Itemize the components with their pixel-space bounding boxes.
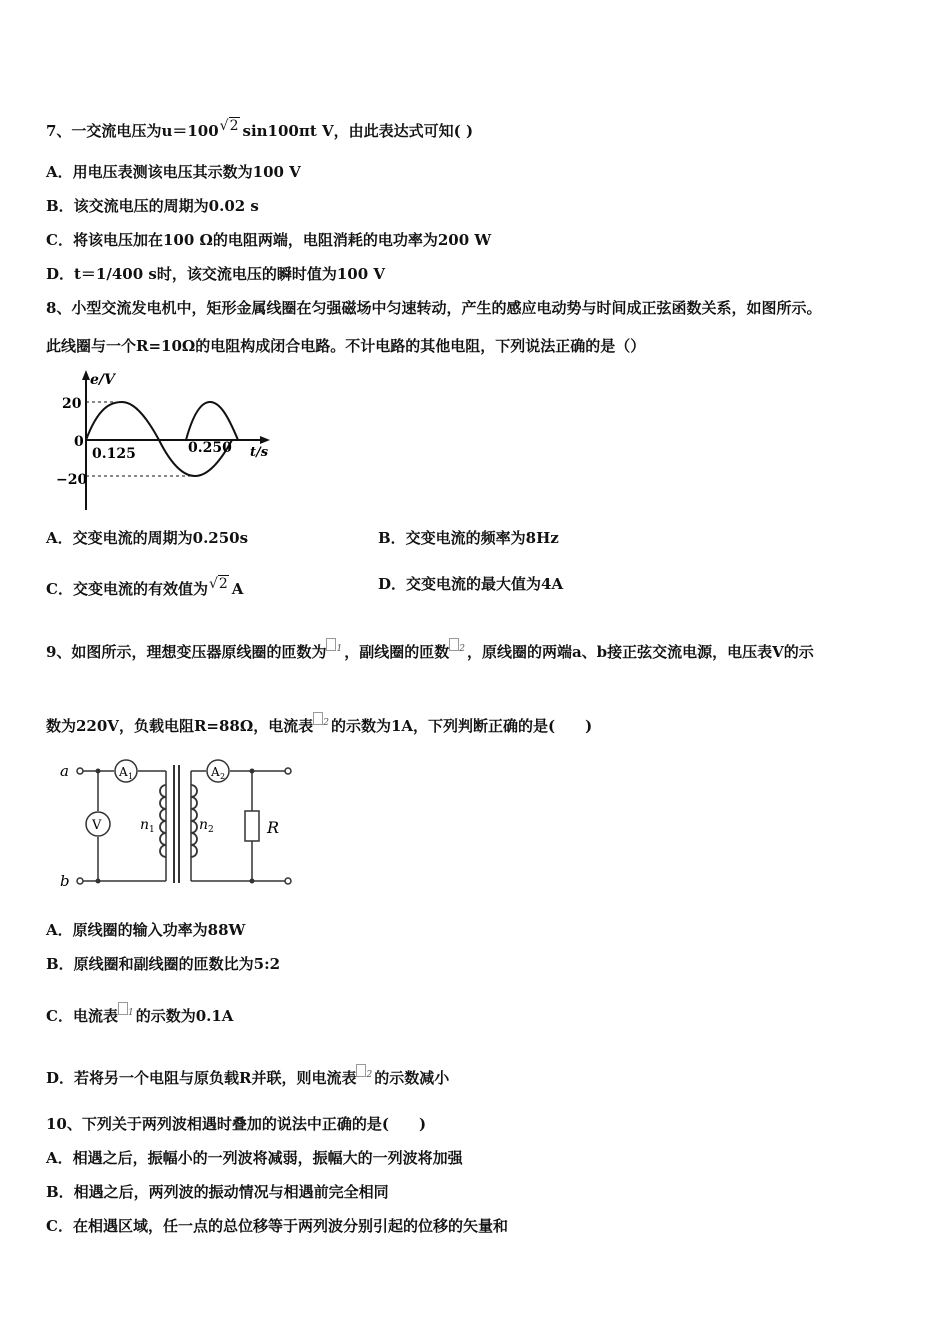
q9-option-c-pre: C．电流表 <box>46 1007 118 1025</box>
q9-stem-part-b: ，副线圈的匝数 <box>344 643 450 661</box>
n1-index: 1 <box>149 825 155 835</box>
y-min-label: −20 <box>56 472 88 488</box>
q10-option-c: C．在相遇区域，任一点的总位移等于两列波分别引起的位移的矢量和 <box>46 1217 508 1235</box>
q9-option-b: B．原线圈和副线圈的匝数比为5:2 <box>46 955 281 973</box>
y-axis-arrow <box>82 370 90 380</box>
q8-option-c <box>46 574 243 599</box>
emf-time-graph <box>52 368 277 513</box>
junction-dot <box>96 879 101 884</box>
missing-glyph-box <box>356 1064 366 1077</box>
q7-stem-post: sin100πt V，由此表达式可知( ) <box>242 122 474 140</box>
ammeter2-label: A <box>211 765 220 779</box>
missing-glyph-box <box>449 638 459 651</box>
q7-option-c: C．将该电压加在100 Ω的电阻两端，电阻消耗的电功率为200 W <box>46 231 492 249</box>
junction-dot <box>250 769 255 774</box>
sqrt-radicand: 2 <box>229 118 239 134</box>
q9-option-a: A．原线圈的输入功率为88W <box>46 921 246 939</box>
q8-stem-line2: 此线圈与一个R=10Ω的电阻构成闭合电路。不计电路的其他电阻，下列说法正确的是（） <box>46 337 646 355</box>
q9-option-d <box>46 1064 449 1088</box>
x-tick2-label: 0.250 <box>188 440 232 456</box>
missing-glyph-box <box>326 638 336 651</box>
ammeter1-label: A <box>119 765 128 779</box>
q8-option-d: D．交变电流的最大值为4A <box>378 575 564 593</box>
q9-stem-part-e: 的示数为1A，下列判断正确的是( ) <box>330 717 593 735</box>
q8-option-a: A．交变电流的周期为0.250s <box>46 529 249 547</box>
output-terminal-bottom <box>285 878 291 884</box>
x-axis-label: t/s <box>250 445 269 460</box>
n2-subscript: 2 <box>459 644 465 654</box>
terminal-b-dot <box>77 878 83 884</box>
q9-option-d-post: 的示数减小 <box>374 1069 450 1087</box>
q9-stem-part-c: ，原线圈的两端a、b接正弦交流电源，电压表V的示 <box>466 643 814 661</box>
terminal-a-dot <box>77 768 83 774</box>
q10-stem: 10、下列关于两列波相遇时叠加的说法中正确的是( ) <box>46 1115 427 1133</box>
x-axis-arrow <box>260 436 270 444</box>
transformer-circuit <box>56 755 301 895</box>
n1-subscript: 1 <box>336 644 343 654</box>
junction-dot <box>96 769 101 774</box>
sqrt-symbol: √2 <box>219 118 239 134</box>
junction-dot <box>250 879 255 884</box>
q8-option-b: B．交变电流的频率为8Hz <box>378 529 559 547</box>
q9-stem-line1 <box>46 638 814 662</box>
sine-curve-second <box>186 402 238 440</box>
y-max-label: 20 <box>62 396 82 412</box>
q7-option-d: D．t＝1/400 s时，该交流电压的瞬时值为100 V <box>46 265 386 283</box>
q7-option-b: B．该交流电压的周期为0.02 s <box>46 197 259 215</box>
ammeter1-sub: 1 <box>128 772 134 781</box>
q9-option-c <box>46 1002 233 1026</box>
q8-option-c-post: A <box>231 580 244 598</box>
q10-option-b: B．相遇之后，两列波的振动情况与相遇前完全相同 <box>46 1183 389 1201</box>
q9-stem-part-a: 9、如图所示，理想变压器原线圈的匝数为 <box>46 643 327 661</box>
missing-glyph-box <box>118 1002 128 1015</box>
resistor-label: R <box>267 818 280 837</box>
q9-stem-line2 <box>46 712 592 736</box>
a1-subscript: 1 <box>127 1008 134 1018</box>
missing-glyph-box <box>313 712 323 725</box>
terminal-b-label: b <box>60 872 70 890</box>
origin-label: 0 <box>74 434 84 450</box>
q9-option-c-post: 的示数为0.1A <box>135 1007 234 1025</box>
a2-subscript: 2 <box>323 718 329 728</box>
q9-option-d-pre: D．若将另一个电阻与原负载R并联，则电流表 <box>46 1069 357 1087</box>
q7-option-a: A．用电压表测该电压其示数为100 V <box>46 163 301 181</box>
x-tick1-label: 0.125 <box>92 446 136 462</box>
output-terminal-top <box>285 768 291 774</box>
voltmeter-label: V <box>92 818 102 833</box>
q8-option-c-pre: C．交变电流的有效值为 <box>46 580 208 598</box>
q8-stem-line1: 8、小型交流发电机中，矩形金属线圈在匀强磁场中匀速转动，产生的感应电动势与时间成正弦函数关系，如图所示。 <box>46 299 822 317</box>
resistor-box <box>245 811 259 841</box>
ammeter2-sub: 2 <box>220 772 226 781</box>
n2-label: n <box>199 817 209 833</box>
sqrt-symbol: √2 <box>208 576 228 592</box>
sqrt-radicand: 2 <box>218 576 228 592</box>
a2-subscript: 2 <box>366 1070 373 1080</box>
q10-option-a: A．相遇之后，振幅小的一列波将减弱，振幅大的一列波将加强 <box>46 1149 463 1167</box>
q7-stem <box>46 116 473 141</box>
n2-index: 2 <box>208 825 214 835</box>
terminal-a-label: a <box>60 762 69 780</box>
y-axis-label: e/V <box>90 372 115 388</box>
n1-label: n <box>140 817 150 833</box>
q9-stem-part-d: 数为220V，负载电阻R=88Ω，电流表 <box>46 717 314 735</box>
q7-stem-pre: 7、一交流电压为u＝100 <box>46 122 219 140</box>
